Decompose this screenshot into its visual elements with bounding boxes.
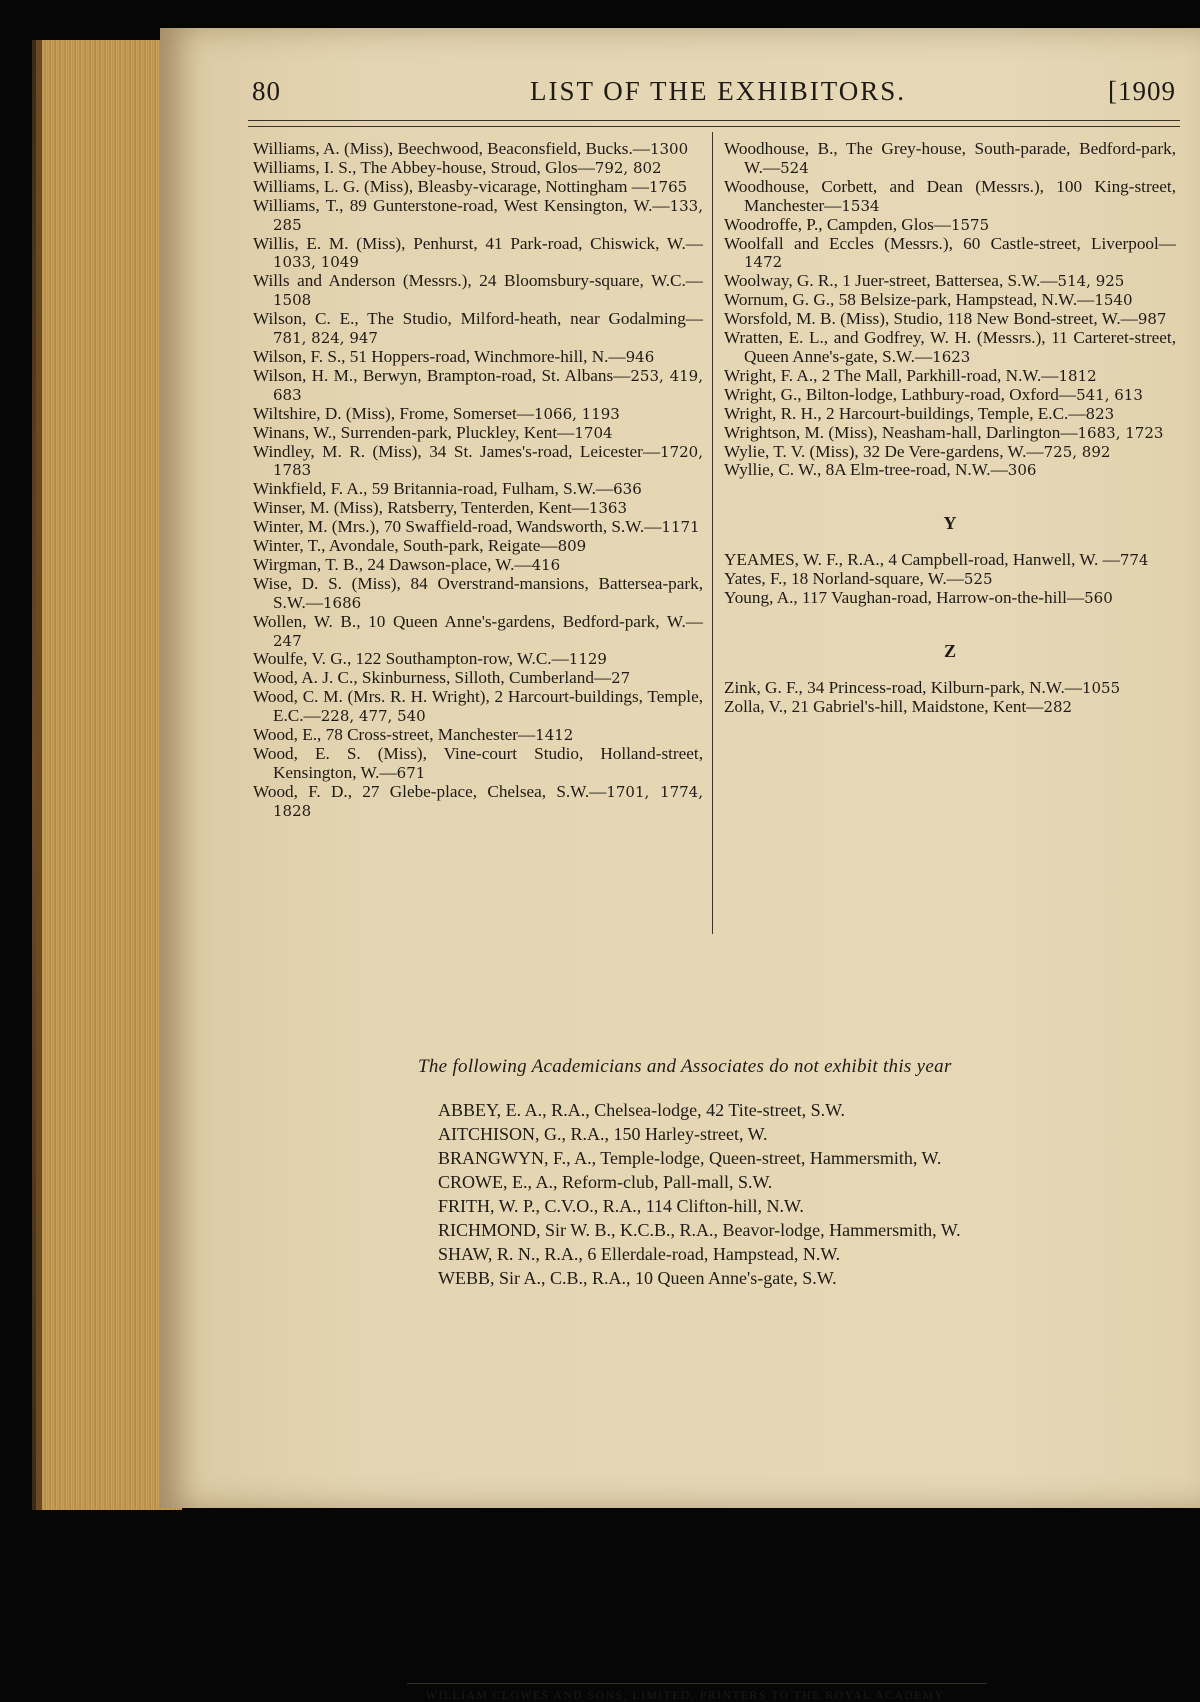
- catalogue-numbers: 228, 477, 540: [320, 707, 426, 726]
- exhibitor-text: Williams, L. G. (Miss), Bleasby-vicarage, Nottingham —: [253, 176, 649, 196]
- exhibitor-text: Wills and Anderson (Messrs.), 24 Bloomsbury-square, W.C.—: [253, 271, 703, 291]
- right-column: [724, 140, 1176, 717]
- catalogue-numbers: 1171: [661, 518, 700, 537]
- exhibitor-entry: [724, 140, 1176, 178]
- catalogue-numbers: 27: [611, 669, 631, 688]
- catalogue-numbers: 1472: [744, 253, 783, 272]
- exhibitor-text: Williams, T., 89 Gunterstone-road, West Kensington, W.—: [253, 195, 670, 215]
- catalogue-numbers: 1701, 1774, 1828: [273, 782, 703, 820]
- page-title: LIST OF THE EXHIBITORS.: [530, 76, 907, 106]
- exhibitor-entry: [253, 688, 703, 726]
- catalogue-numbers: 253, 419, 683: [273, 366, 703, 404]
- absent-member: RICHMOND, Sir W. B., K.C.B., R.A., Beavor-lodge, Hammersmith, W.: [438, 1220, 961, 1240]
- exhibitor-entry: [724, 216, 1176, 235]
- catalogue-numbers: 1508: [273, 291, 312, 310]
- absent-member: BRANGWYN, F., A., Temple-lodge, Queen-street, Hammersmith, W.: [438, 1148, 942, 1168]
- exhibitor-text: Wood, A. J. C., Skinburness, Silloth, Cumberland—: [253, 668, 612, 688]
- exhibitor-entry: [724, 235, 1176, 273]
- exhibitor-text: YEAMES, W. F., R.A., 4 Campbell-road, Hanwell, W. —: [724, 550, 1120, 570]
- exhibitor-entry: [253, 613, 703, 651]
- exhibitor-text: Worsfold, M. B. (Miss), Studio, 118 New Bond-street, W.—: [724, 309, 1138, 329]
- exhibitor-text: Woodroffe, P., Campden, Glos—: [724, 214, 951, 234]
- exhibitor-entry: [724, 424, 1176, 443]
- catalogue-numbers: 247: [273, 631, 302, 650]
- exhibitor-text: Williams, I. S., The Abbey-house, Stroud, Glos—: [253, 157, 595, 177]
- exhibitor-text: Wood, C. M. (Mrs. R. H. Wright), 2 Harcourt-buildings, Temple, E.C.—: [253, 687, 703, 726]
- exhibitor-text: Woolfall and Eccles (Messrs.), 60 Castle-street, Liverpool—: [724, 233, 1176, 253]
- exhibitor-entry: [724, 291, 1176, 310]
- exhibitor-text: Winter, M. (Mrs.), 70 Swaffield-road, Wandsworth, S.W.—: [253, 517, 662, 537]
- exhibitor-entry: [253, 499, 703, 518]
- exhibitor-text: Wood, F. D., 27 Glebe-place, Chelsea, S.W.—: [253, 781, 607, 801]
- exhibitor-text: Wrightson, M. (Miss), Neasham-hall, Darlington—: [724, 422, 1078, 442]
- exhibitor-entry: [253, 272, 703, 310]
- exhibitor-text: Wylie, T. V. (Miss), 32 De Vere-gardens, W.—: [724, 441, 1044, 461]
- section-y-entries: [724, 551, 1176, 608]
- exhibitor-text: Wood, E. S. (Miss), Vine-court Studio, Holland-street, Kensington, W.—: [253, 744, 703, 782]
- exhibitor-entry: [253, 745, 703, 783]
- catalogue-numbers: 525: [963, 570, 993, 589]
- exhibitor-entry: [724, 367, 1176, 386]
- catalogue-numbers: 1300: [649, 140, 689, 158]
- exhibitor-text: Wilson, F. S., 51 Hoppers-road, Winchmore-hill, N.—: [253, 346, 626, 366]
- catalogue-numbers: 1575: [950, 215, 990, 234]
- printer-footer: WILLIAM CLOWES AND SONS, LIMITED, PRINTERS TO THE ROYAL ACADEMY: [426, 1690, 945, 1702]
- exhibitor-entry: [253, 405, 703, 424]
- catalogue-numbers: 1129: [568, 650, 607, 669]
- left-column: [253, 140, 703, 821]
- exhibitor-text: Wright, G., Bilton-lodge, Lathbury-road, Oxford—: [724, 384, 1077, 404]
- catalogue-numbers: 636: [613, 480, 642, 499]
- exhibitor-text: Wise, D. S. (Miss), 84 Overstrand-mansions, Battersea-park, S.W.—: [253, 573, 703, 612]
- exhibitor-text: Wilson, H. M., Berwyn, Brampton-road, St. Albans—: [253, 365, 631, 385]
- catalogue-numbers: 1683, 1723: [1077, 423, 1164, 442]
- page-year: [1909: [1108, 76, 1176, 106]
- catalogue-numbers: 1765: [648, 177, 688, 196]
- exhibitor-text: Windley, M. R. (Miss), 34 St. James's-road, Leicester—: [253, 441, 661, 461]
- exhibitor-text: Wright, F. A., 2 The Mall, Parkhill-road, N.W.—: [724, 365, 1059, 385]
- catalogue-numbers: 541, 613: [1076, 385, 1143, 404]
- catalogue-numbers: 1363: [588, 499, 628, 518]
- catalogue-numbers: 416: [531, 555, 561, 574]
- header-rule: [248, 120, 1180, 121]
- header-rule-double: [248, 126, 1180, 127]
- exhibitor-entry: [253, 726, 703, 745]
- catalogue-numbers: 1055: [1081, 678, 1121, 697]
- exhibitor-entry: [724, 698, 1176, 717]
- exhibitor-text: Winter, T., Avondale, South-park, Reigate—: [253, 536, 558, 556]
- catalogue-numbers: 1534: [841, 196, 880, 215]
- notice-heading: The following Academicians and Associates do not exhibit this year: [418, 1056, 952, 1077]
- exhibitor-entry: [253, 556, 703, 575]
- catalogue-numbers: 524: [780, 158, 809, 177]
- absent-member: SHAW, R. N., R.A., 6 Ellerdale-road, Hampstead, N.W.: [438, 1244, 841, 1264]
- exhibitor-text: Young, A., 117 Vaughan-road, Harrow-on-the-hill—: [724, 588, 1085, 608]
- right-column-entries: [724, 140, 1176, 480]
- exhibitor-text: Wratten, E. L., and Godfrey, W. H. (Messrs.), 11 Carteret-street, Queen Anne's-gate, S.W.—: [724, 328, 1176, 366]
- catalogue-numbers: 1412: [535, 726, 574, 745]
- section-letter-z: Z: [943, 640, 956, 661]
- catalogue-numbers: 1623: [932, 347, 971, 366]
- book-page: [160, 28, 1200, 1702]
- exhibitor-text: Wilson, C. E., The Studio, Milford-heath, near Godalming—: [253, 309, 703, 329]
- exhibitor-entry: [253, 140, 703, 159]
- exhibitor-text: Woolway, G. R., 1 Juer-street, Battersea, S.W.—: [724, 271, 1058, 291]
- footer-rule: [407, 1683, 987, 1684]
- exhibitor-text: Wright, R. H., 2 Harcourt-buildings, Temple, E.C.—: [724, 403, 1086, 423]
- exhibitor-entry: [253, 669, 703, 688]
- exhibitor-entry: [724, 570, 1176, 589]
- catalogue-numbers: 1704: [574, 423, 613, 442]
- absent-member: FRITH, W. P., C.V.O., R.A., 114 Clifton-hill, N.W.: [438, 1196, 804, 1216]
- exhibitor-text: Wirgman, T. B., 24 Dawson-place, W.—: [253, 554, 532, 574]
- exhibitor-text: Woulfe, V. G., 122 Southampton-row, W.C.—: [253, 649, 569, 669]
- exhibitor-entry: [724, 310, 1176, 329]
- exhibitor-entry: [724, 178, 1176, 216]
- exhibitor-text: Wollen, W. B., 10 Queen Anne's-gardens, Bedford-park, W.—: [253, 611, 703, 631]
- catalogue-numbers: 725, 892: [1043, 442, 1111, 461]
- catalogue-numbers: 514, 925: [1057, 272, 1125, 291]
- exhibitor-text: Woodhouse, B., The Grey-house, South-parade, Bedford-park, W.—: [724, 139, 1176, 177]
- exhibitor-text: Williams, A. (Miss), Beechwood, Beaconsfield, Bucks.—: [253, 139, 650, 158]
- catalogue-numbers: 560: [1084, 589, 1113, 608]
- exhibitor-entry: [253, 310, 703, 348]
- exhibitor-entry: [724, 405, 1176, 424]
- catalogue-numbers: 792, 802: [594, 158, 662, 177]
- catalogue-numbers: 1720, 1783: [273, 442, 703, 480]
- exhibitor-text: Winkfield, F. A., 59 Britannia-road, Fulham, S.W.—: [253, 479, 614, 499]
- exhibitor-entry: [253, 235, 703, 273]
- exhibitor-entry: [253, 480, 703, 499]
- exhibitor-text: Winser, M. (Miss), Ratsberry, Tenterden, Kent—: [253, 498, 589, 518]
- exhibitor-text: Winans, W., Surrenden-park, Pluckley, Kent—: [253, 422, 575, 442]
- exhibitor-entry: [724, 551, 1176, 570]
- exhibitor-entry: [724, 272, 1176, 291]
- exhibitor-entry: [253, 537, 703, 556]
- exhibitor-entry: [253, 367, 703, 405]
- catalogue-numbers: 671: [396, 763, 426, 782]
- exhibitor-entry: [253, 443, 703, 481]
- catalogue-numbers: 1540: [1094, 291, 1133, 310]
- exhibitor-entry: [724, 386, 1176, 405]
- exhibitor-text: Zolla, V., 21 Gabriel's-hill, Maidstone, Kent—: [724, 696, 1044, 716]
- catalogue-numbers: 781, 824, 947: [273, 329, 378, 348]
- section-z-entries: [724, 679, 1176, 717]
- exhibitor-text: Willis, E. M. (Miss), Penhurst, 41 Park-road, Chiswick, W.—: [253, 233, 703, 253]
- exhibitor-entry: [253, 650, 703, 669]
- catalogue-numbers: 987: [1137, 310, 1167, 329]
- exhibitor-text: Yates, F., 18 Norland-square, W.—: [724, 569, 964, 589]
- absent-member: ABBEY, E. A., R.A., Chelsea-lodge, 42 Tite-street, S.W.: [438, 1100, 846, 1120]
- exhibitor-entry: [724, 589, 1176, 608]
- catalogue-numbers: 823: [1085, 404, 1115, 423]
- catalogue-numbers: 946: [625, 347, 655, 366]
- catalogue-numbers: 1812: [1058, 366, 1097, 385]
- catalogue-numbers: 774: [1119, 551, 1149, 570]
- exhibitor-entry: [253, 159, 703, 178]
- exhibitor-entry: [253, 178, 703, 197]
- section-letter-y: Y: [943, 513, 957, 534]
- exhibitor-text: Wornum, G. G., 58 Belsize-park, Hampstead, N.W.—: [724, 290, 1095, 310]
- exhibitor-text: Wood, E., 78 Cross-street, Manchester—: [253, 725, 536, 745]
- page-number: 80: [252, 76, 281, 106]
- catalogue-numbers: 133, 285: [273, 196, 703, 234]
- exhibitor-entry: [253, 424, 703, 443]
- catalogue-numbers: 809: [557, 537, 587, 556]
- exhibitor-entry: [253, 197, 703, 235]
- catalogue-numbers: 1686: [322, 593, 362, 612]
- catalogue-numbers: 1033, 1049: [273, 253, 359, 272]
- absent-members-list: [438, 1098, 961, 1290]
- column-divider: [712, 132, 713, 934]
- exhibitor-entry: [253, 518, 703, 537]
- exhibitor-text: Wiltshire, D. (Miss), Frome, Somerset—: [253, 403, 534, 423]
- exhibitor-entry: [253, 783, 703, 821]
- exhibitor-entry: [724, 461, 1176, 480]
- absent-member: AITCHISON, G., R.A., 150 Harley-street, W.: [438, 1124, 768, 1144]
- exhibitor-entry: [253, 348, 703, 367]
- exhibitor-entry: [253, 575, 703, 613]
- absent-member: CROWE, E., A., Reform-club, Pall-mall, S.W.: [438, 1172, 773, 1192]
- exhibitor-entry: [724, 329, 1176, 367]
- exhibitor-text: Wyllie, C. W., 8A Elm-tree-road, N.W.—: [724, 460, 1008, 480]
- exhibitor-entry: [724, 443, 1176, 462]
- absent-member: WEBB, Sir A., C.B., R.A., 10 Queen Anne's-gate, S.W.: [438, 1268, 837, 1288]
- exhibitor-entry: [724, 679, 1176, 698]
- catalogue-numbers: 1066, 1193: [533, 404, 620, 423]
- catalogue-numbers: 306: [1007, 461, 1037, 480]
- exhibitor-text: Woodhouse, Corbett, and Dean (Messrs.), 100 King-street, Manchester—: [724, 176, 1176, 215]
- exhibitor-text: Zink, G. F., 34 Princess-road, Kilburn-park, N.W.—: [724, 677, 1082, 697]
- catalogue-numbers: 282: [1043, 697, 1073, 716]
